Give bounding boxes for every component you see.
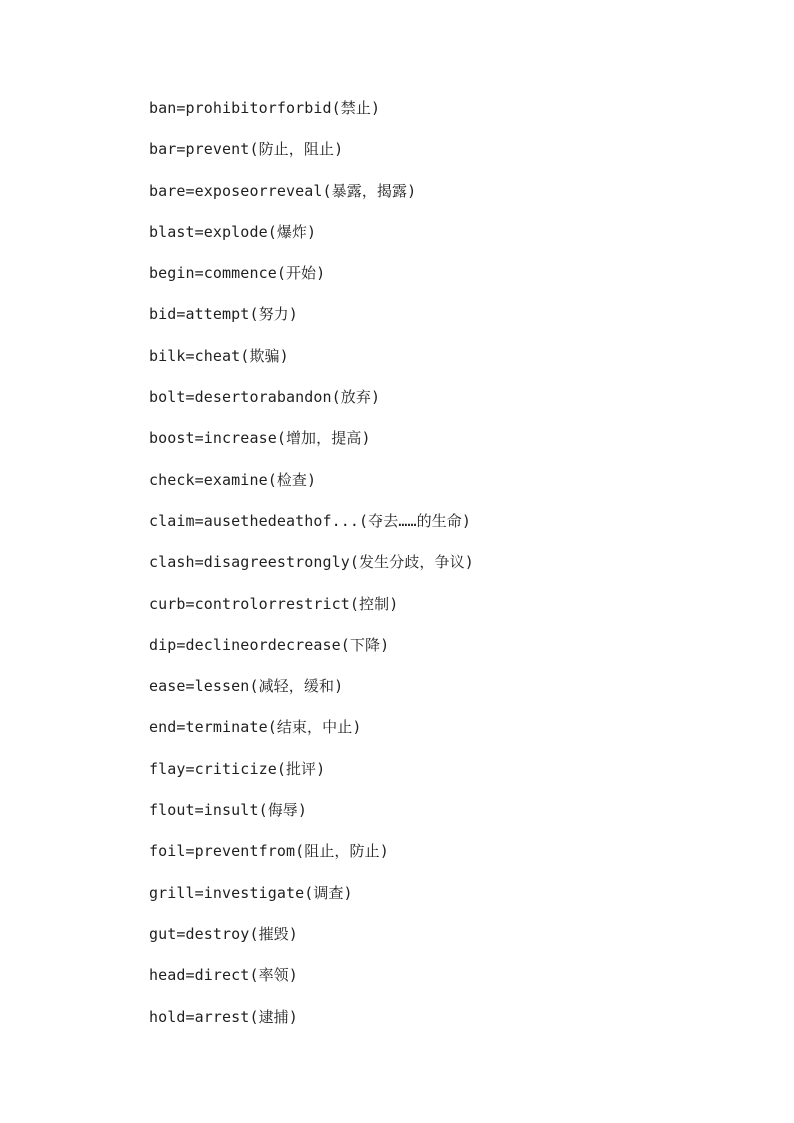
vocabulary-entry: hold=arrest(逮捕)	[149, 1007, 298, 1026]
vocabulary-entry: bar=prevent(防止，阻止)	[149, 140, 344, 159]
vocabulary-list	[149, 96, 474, 1046]
vocabulary-entry: grill=investigate(调查)	[149, 883, 353, 902]
vocabulary-entry: gut=destroy(摧毁)	[149, 924, 298, 943]
vocabulary-entry: end=terminate(结束，中止)	[149, 718, 362, 737]
vocabulary-entry: ease=lessen(减轻，缓和)	[149, 677, 344, 696]
vocabulary-entry: foil=preventfrom(阻止，防止)	[149, 842, 389, 861]
vocabulary-entry: flay=criticize(批评)	[149, 759, 326, 778]
vocabulary-entry: flout=insult(侮辱)	[149, 801, 308, 820]
vocabulary-entry: begin=commence(开始)	[149, 264, 326, 283]
vocabulary-entry: bolt=desertorabandon(放弃)	[149, 388, 381, 407]
vocabulary-entry: curb=controlorrestrict(控制)	[149, 594, 399, 613]
vocabulary-entry: claim=ausethedeathof...(夺去……的生命)	[149, 511, 472, 530]
vocabulary-entry: blast=explode(爆炸)	[149, 222, 317, 241]
vocabulary-entry: clash=disagreestrongly(发生分歧，争议)	[149, 553, 474, 572]
vocabulary-entry: bare=exposeorreveal(暴露，揭露)	[149, 181, 417, 200]
vocabulary-entry: bilk=cheat(欺骗)	[149, 346, 289, 365]
vocabulary-entry: boost=increase(增加，提高)	[149, 429, 371, 448]
vocabulary-entry: head=direct(率领)	[149, 966, 298, 985]
vocabulary-entry: dip=declineordecrease(下降)	[149, 635, 390, 654]
vocabulary-entry: ban=prohibitorforbid(禁止)	[149, 99, 381, 117]
vocabulary-entry: bid=attempt(努力)	[149, 305, 298, 324]
vocabulary-entry: check=examine(检查)	[149, 470, 317, 489]
